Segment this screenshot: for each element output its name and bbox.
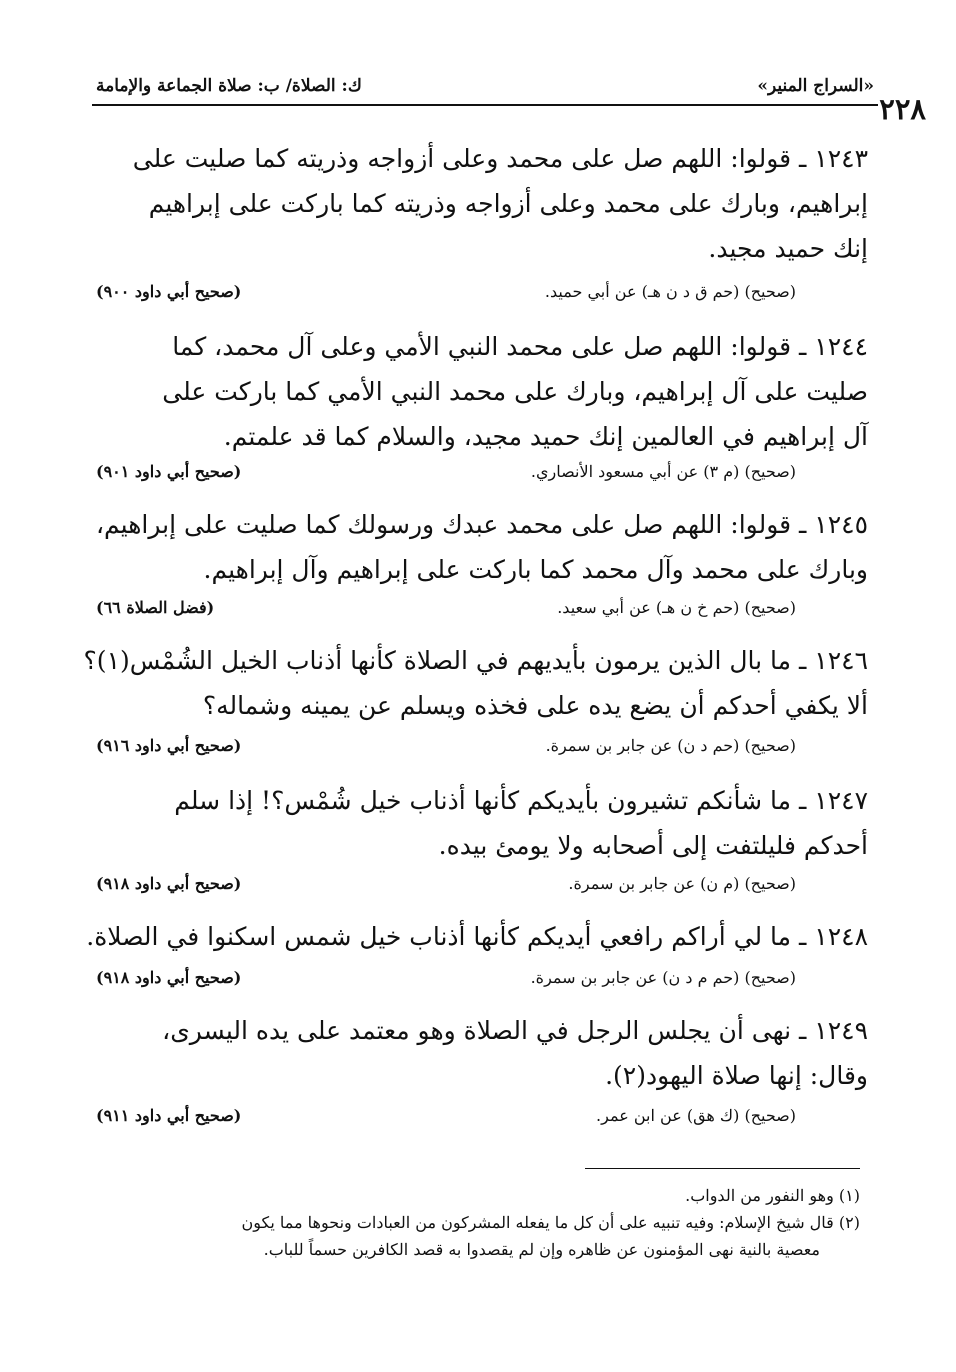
hadith-grade: (صحيح) (م ن) عن جابر بن سمرة. xyxy=(568,874,796,893)
hadith-text-line: ١٢٤٧ ـ ما شأنكم تشيرون بأيديكم كأنها أذناب خيل شُمْس؟! إذا سلم xyxy=(174,786,868,815)
hadith-source-1248 xyxy=(96,968,796,996)
hadith-grade: (صحيح) (حم ق د ن هـ) عن أبي حميد. xyxy=(544,282,796,301)
hadith-text-line: إبراهيم، وبارك على محمد وعلى أزواجه وذريته كما باركت على إبراهيم xyxy=(148,189,868,218)
hadith-source-1249 xyxy=(96,1106,796,1134)
hadith-text-line: ١٢٤٣ ـ قولوا: اللهم صل على محمد وعلى أزواجه وذريته كما صليت على xyxy=(132,144,868,173)
hadith-text-line: ألا يكفي أحدكم أن يضع يده على فخذه ويسلم عن يمينه وشماله؟ xyxy=(202,691,868,720)
hadith-text-line: وبارك على محمد وآل محمد كما باركت على إبراهيم وآل إبراهيم. xyxy=(203,555,868,584)
hadith-1243 xyxy=(96,136,868,271)
hadith-grade: (صحيح) (حم م د ن) عن جابر بن سمرة. xyxy=(530,968,796,987)
hadith-reference: (صحيح أبي داود ٩٠١) xyxy=(96,462,242,481)
footnote-1: (١) وهو النفور من الدواب. xyxy=(685,1186,860,1205)
hadith-reference: (صحيح أبي داود ٩١٨) xyxy=(96,874,242,893)
hadith-text-line: وقال: إنها صلاة اليهود(٢). xyxy=(605,1061,868,1090)
hadith-1244 xyxy=(96,324,868,459)
hadith-grade: (صحيح) (حم د ن) عن جابر بن سمرة. xyxy=(545,736,796,755)
chapter-heading: ك: الصلاة/ ب: صلاة الجماعة والإمامة xyxy=(96,76,362,96)
hadith-1249 xyxy=(96,1008,868,1098)
hadith-text-line: إنك حميد مجيد. xyxy=(708,234,868,263)
hadith-text-line: أحدكم فليلتفت إلى أصحابه ولا يومئ بيده. xyxy=(438,831,868,860)
book-title: «السراج المنير» xyxy=(757,76,874,96)
hadith-text-line: آل إبراهيم في العالمين إنك حميد مجيد، والسلام كما قد علمتم. xyxy=(223,422,868,451)
hadith-reference: (صحيح أبي داود ٩١١) xyxy=(96,1106,242,1125)
hadith-reference: (فضل الصلاة ٦٦) xyxy=(96,598,215,617)
hadith-text-line: ١٢٤٨ ـ ما لي أراكم رافعي أيديكم كأنها أذناب خيل شمس اسكنوا في الصلاة. xyxy=(86,922,868,951)
hadith-1245 xyxy=(96,502,868,592)
hadith-text-line: ١٢٤٥ ـ قولوا: اللهم صل على محمد عبدك ورسولك كما صليت على إبراهيم، xyxy=(95,510,868,539)
hadith-reference: (صحيح أبي داود ٩٠٠) xyxy=(96,282,242,301)
hadith-text-line: ١٢٤٩ ـ نهى أن يجلس الرجل في الصلاة وهو معتمد على يده اليسرى، xyxy=(162,1016,868,1045)
hadith-source-1244 xyxy=(96,462,796,490)
hadith-source-1247 xyxy=(96,874,796,902)
hadith-reference: (صحيح أبي داود ٩١٦) xyxy=(96,736,242,755)
hadith-1247 xyxy=(96,778,868,868)
hadith-1246 xyxy=(83,638,868,728)
hadith-grade: (صحيح) (ك هق) عن ابن عمر. xyxy=(596,1106,796,1125)
hadith-1248 xyxy=(86,914,868,959)
hadith-text-line: صليت على آل إبراهيم، وبارك على محمد النبي الأمي كما باركت على xyxy=(162,377,868,406)
hadith-source-1246 xyxy=(96,736,796,764)
hadith-text-line: ١٢٤٦ ـ ما بال الذين يرمون بأيديهم في الصلاة كأنها أذناب الخيل الشُمْس(١)؟ xyxy=(83,646,868,675)
header-rule xyxy=(92,104,878,106)
hadith-text-line: ١٢٤٤ ـ قولوا: اللهم صل على محمد النبي الأمي وعلى آل محمد، كما xyxy=(172,332,868,361)
footnote-2-continued: معصية بالنية نهى المؤمنون عن ظاهره وإن لم يقصدوا به قصد الكافرين حسماً للباب. xyxy=(263,1240,820,1259)
footnote-2: (٢) قال شيخ الإسلام: وفيه تنبيه على أن كل ما يفعله المشركون من العبادات ونحوها مما يكون xyxy=(241,1213,860,1232)
page-number: ٢٢٨ xyxy=(879,92,926,126)
footnotes xyxy=(88,1182,860,1263)
footnote-rule xyxy=(585,1168,860,1169)
hadith-grade: (صحيح) (حم خ ن هـ) عن أبي سعيد. xyxy=(557,598,796,617)
hadith-grade: (صحيح) (م ٣) عن أبي مسعود الأنصاري. xyxy=(530,462,796,481)
hadith-source-1243 xyxy=(96,282,796,310)
hadith-reference: (صحيح أبي داود ٩١٨) xyxy=(96,968,242,987)
hadith-source-1245 xyxy=(96,598,796,626)
